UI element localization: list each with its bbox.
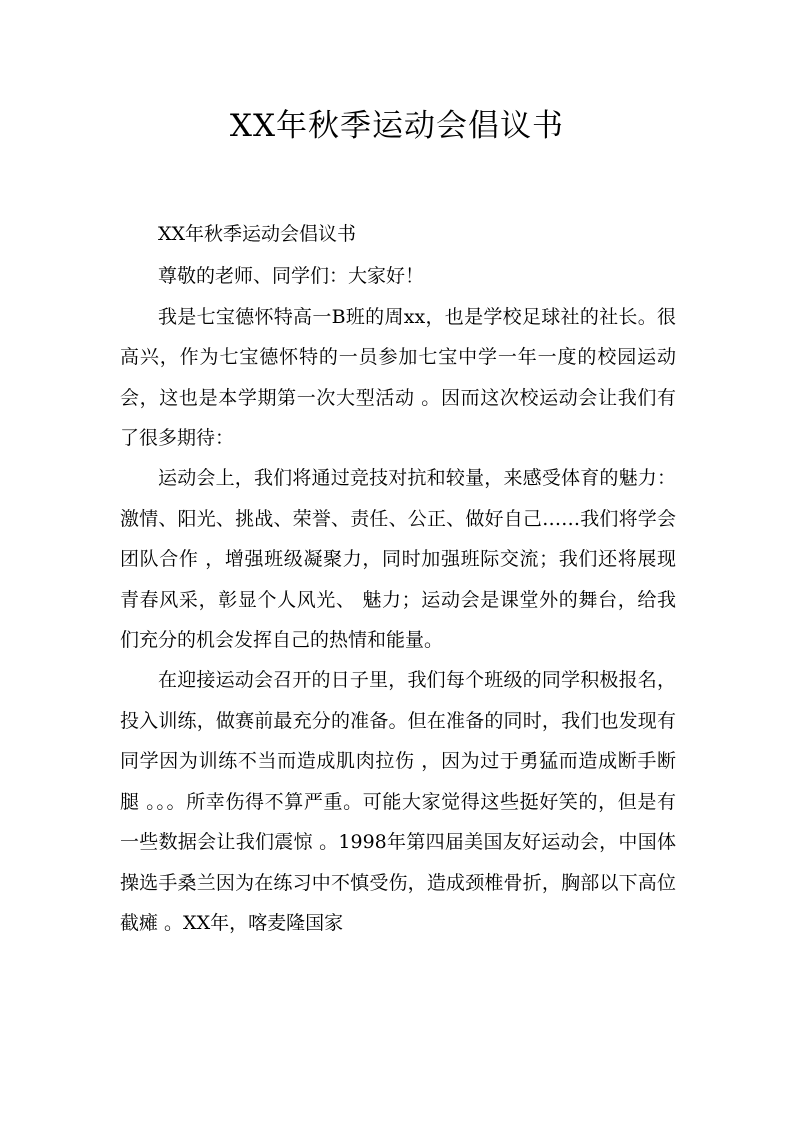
document-subtitle: XX年秋季运动会倡议书 (158, 223, 357, 245)
document-body (120, 214, 676, 943)
paragraph-3: 在迎接运动会召开的日子里，我们每个班级的同学积极报名，投入训练，做赛前最充分的准备。但在准备的同时，我们也发现有同学因为训练不当而造成肌肉拉伤 ，因为过于勇猛而造成断手断腿 。。。所幸伤得不算严重。可能大家觉得这些挺好笑的，但是有一些数据会让我们震惊 。1998年第四届美国友好运动会，中国体操选手桑兰因为在练习中不慎受伤，造成颈椎骨折，胸部以下高位截瘫 。XX年，喀麦隆国家 (120, 669, 676, 934)
document-title: XX年秋季运动会倡议书 (229, 108, 565, 144)
paragraph-2: 运动会上，我们将通过竞技对抗和较量，来感受体育的魅力：激情、阳光、挑战、荣誉、责任、公正、做好自己……我们将学会团队合作 ，增强班级凝聚力，同时加强班际交流；我们还将展现青春风采，彰显个人风光、 魅力；运动会是课堂外的舞台，给我们充分的机会发挥自己的热情和能量。 (120, 467, 676, 652)
salutation: 尊敬的老师、同学们：大家好！ (158, 265, 425, 288)
paragraph-1: 我是七宝德怀特高一B班的周xx，也是学校足球社的社长。很高兴，作为七宝德怀特的一员参加七宝中学一年一度的校园运动会，这也是本学期第一次大型活动 。因而这次校运动会让我们有了很多期待： (120, 305, 676, 450)
